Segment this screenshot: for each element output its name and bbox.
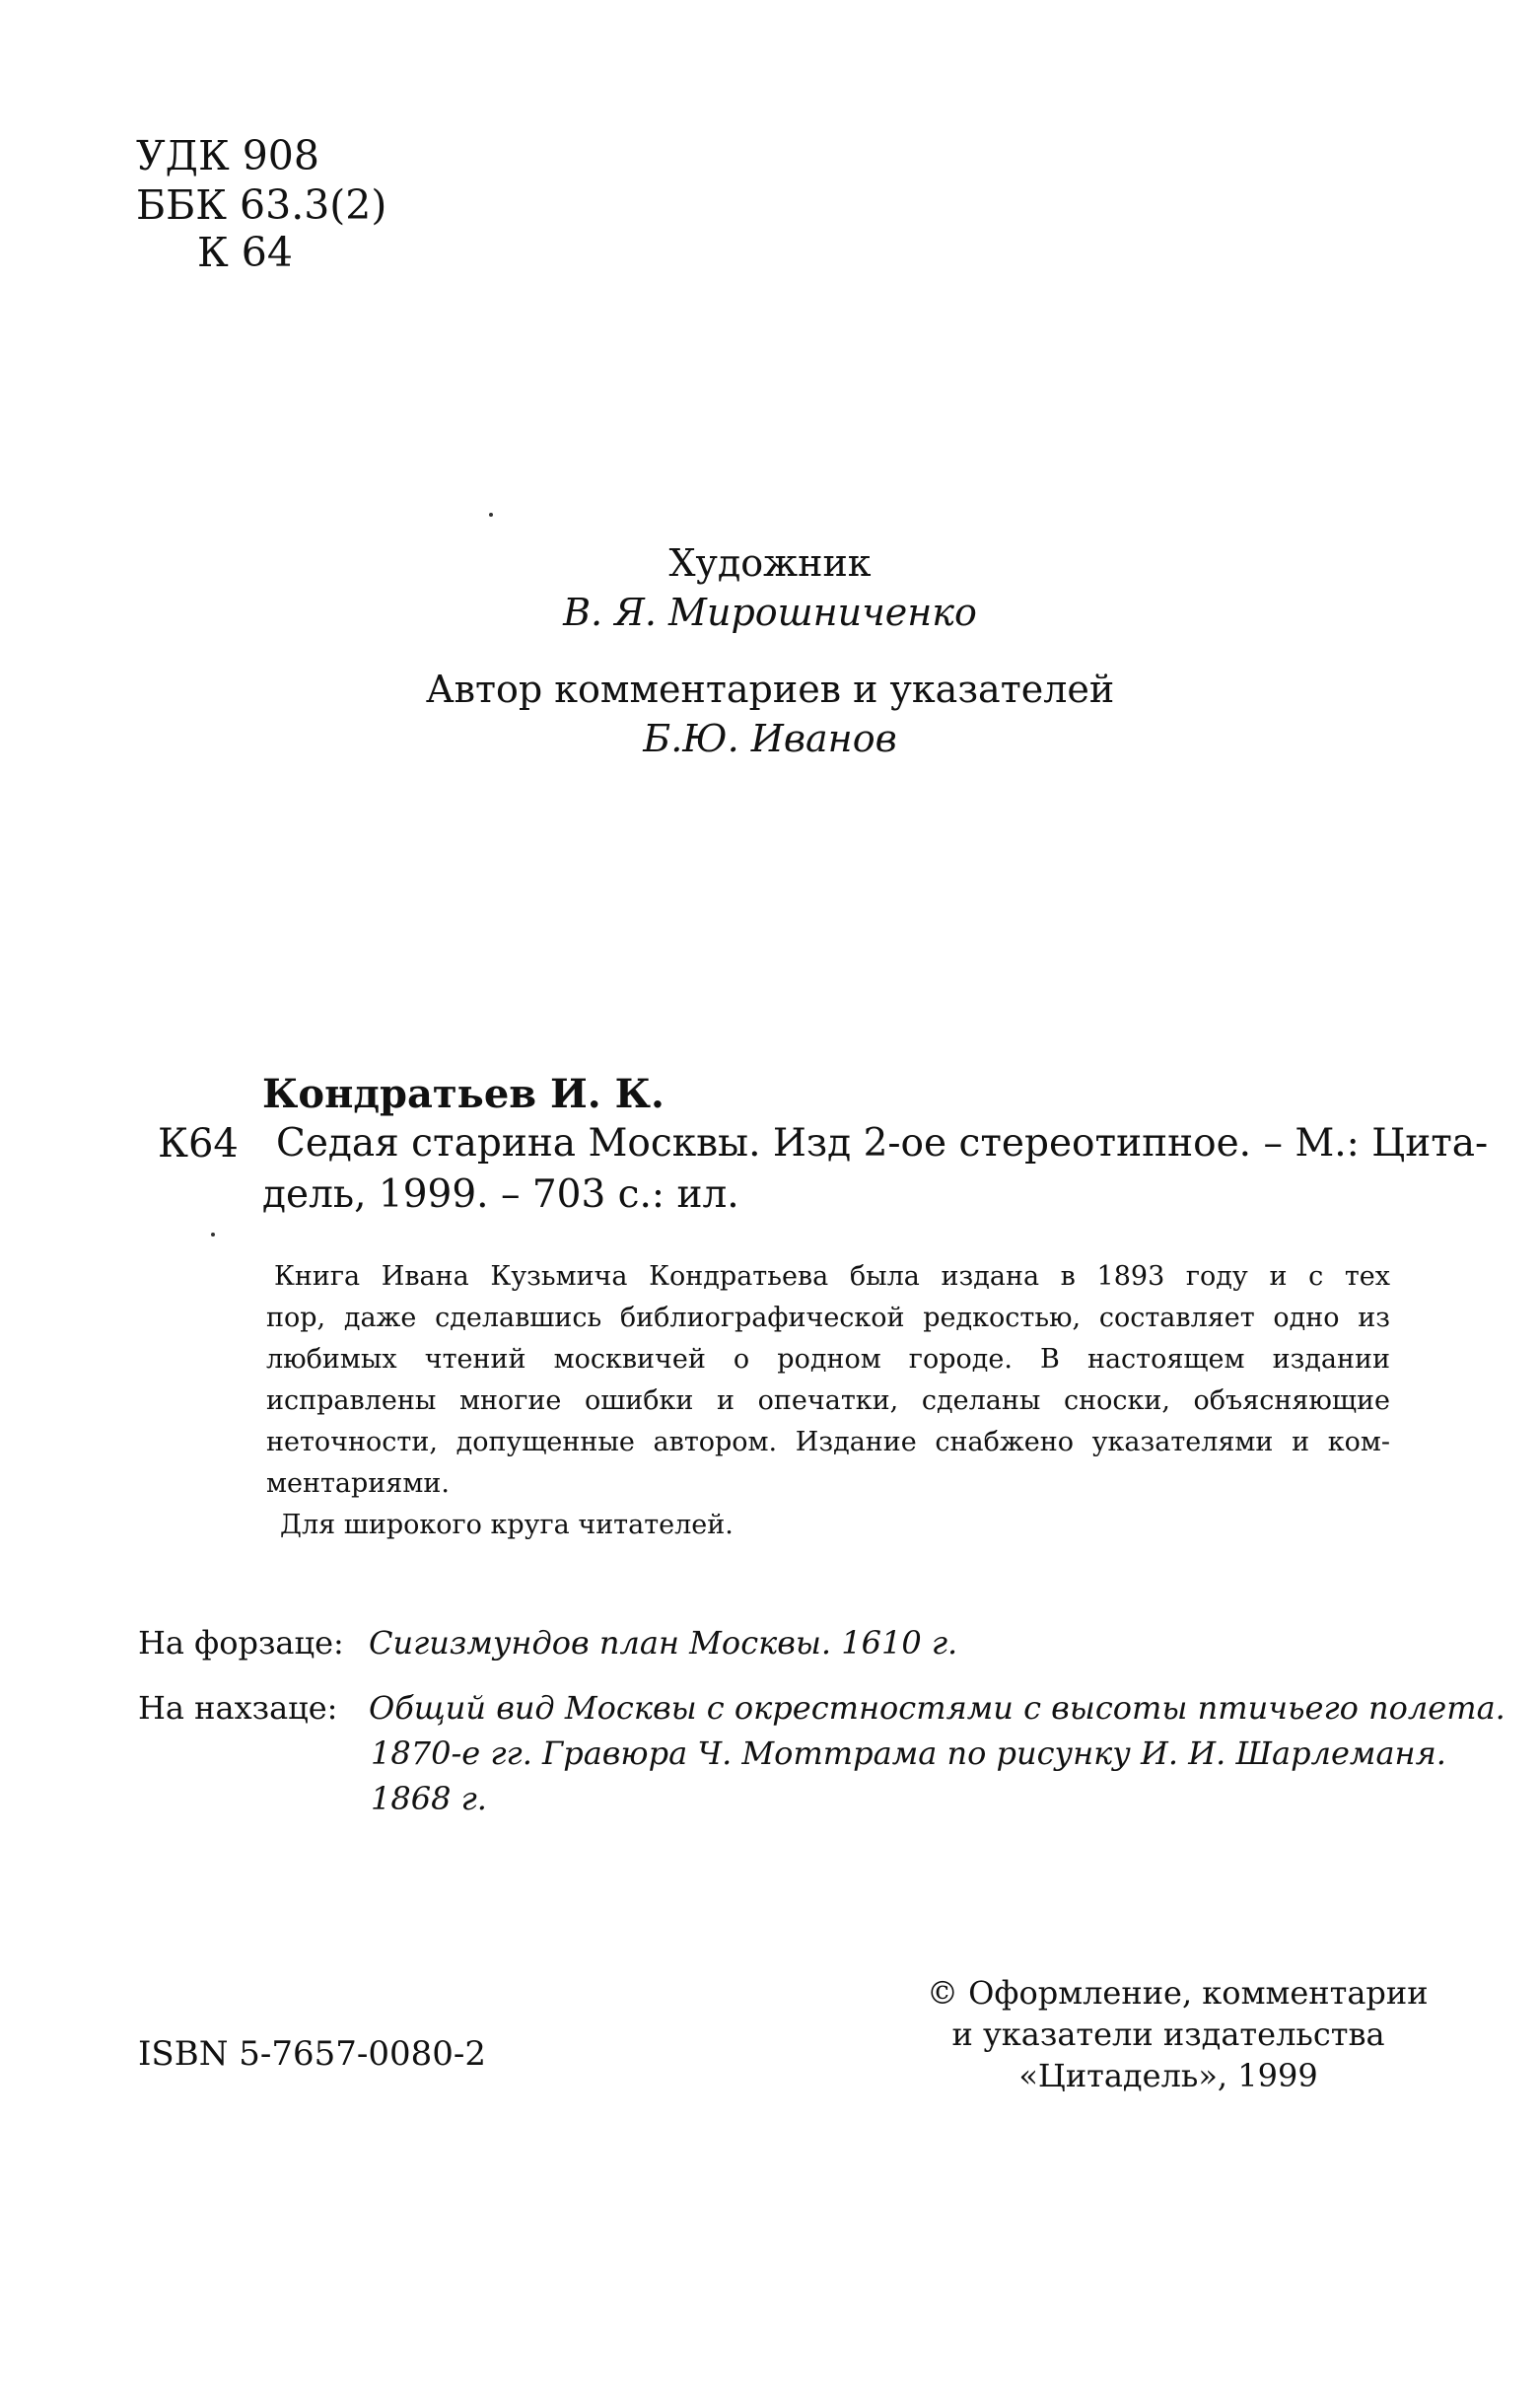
copyright-line: © Оформление, комментарии (927, 1974, 1429, 2012)
bibliographic-line-2: дель, 1999. – 703 с.: ил. (262, 1172, 739, 1217)
audience-note: Для широкого круга читателей. (280, 1510, 734, 1540)
annotation-line: неточности, допущенные автором. Издание снабжено указателями и ком- (266, 1427, 1390, 1457)
front-endpaper-text: Сигизмундов план Москвы. 1610 г. (369, 1624, 958, 1662)
udk-code: УДК 908 (136, 132, 319, 179)
artist-name: В. Я. Мирошниченко (563, 591, 977, 634)
annotation-line: пор, даже сделавшись библиографической редкостью, составляет одно из (266, 1303, 1390, 1333)
back-endpaper-line-1: Общий вид Москвы с окрестностями с высоты птичьего полета. (369, 1689, 1505, 1727)
bibliographic-line-1: Седая старина Москвы. Изд 2-ое стереотипное. – М.: Цита- (276, 1121, 1489, 1166)
annotation-line: любимых чтений москвичей о родном городе. В настоящем издании (266, 1344, 1390, 1375)
annotation-line: исправлены многие ошибки и опечатки, сделаны сноски, объясняющие (266, 1385, 1390, 1416)
back-endpaper-label: На нахзаце: (138, 1689, 338, 1727)
back-endpaper-line-2: 1870-е гг. Гравюра Ч. Моттрама по рисунку И. И. Шарлеманя. (371, 1734, 1446, 1772)
copyright-notice (927, 1972, 1429, 2096)
isbn: ISBN 5-7657-0080-2 (138, 2034, 487, 2074)
copyright-line: «Цитадель», 1999 (1018, 2057, 1318, 2094)
catalog-code: К64 (158, 1121, 239, 1167)
book-author: Кондратьев И. К. (262, 1071, 665, 1117)
front-endpaper-label: На форзаце: (138, 1624, 344, 1662)
annotation-line: Книга Ивана Кузьмича Кондратьева была издана в 1893 году и с тех (274, 1261, 1390, 1292)
copyright-line: и указатели издательства (951, 2016, 1385, 2053)
artist-role: Художник (668, 541, 872, 585)
annotation (266, 1256, 1390, 1546)
commentator-name: Б.Ю. Иванов (643, 717, 897, 760)
bbk-code: ББК 63.3(2) (136, 181, 387, 229)
commentator-role: Автор комментариев и указателей (425, 668, 1115, 711)
author-mark-code: К 64 (197, 229, 293, 276)
back-endpaper-line-3: 1868 г. (371, 1780, 487, 1817)
annotation-line: ментариями. (266, 1468, 450, 1499)
